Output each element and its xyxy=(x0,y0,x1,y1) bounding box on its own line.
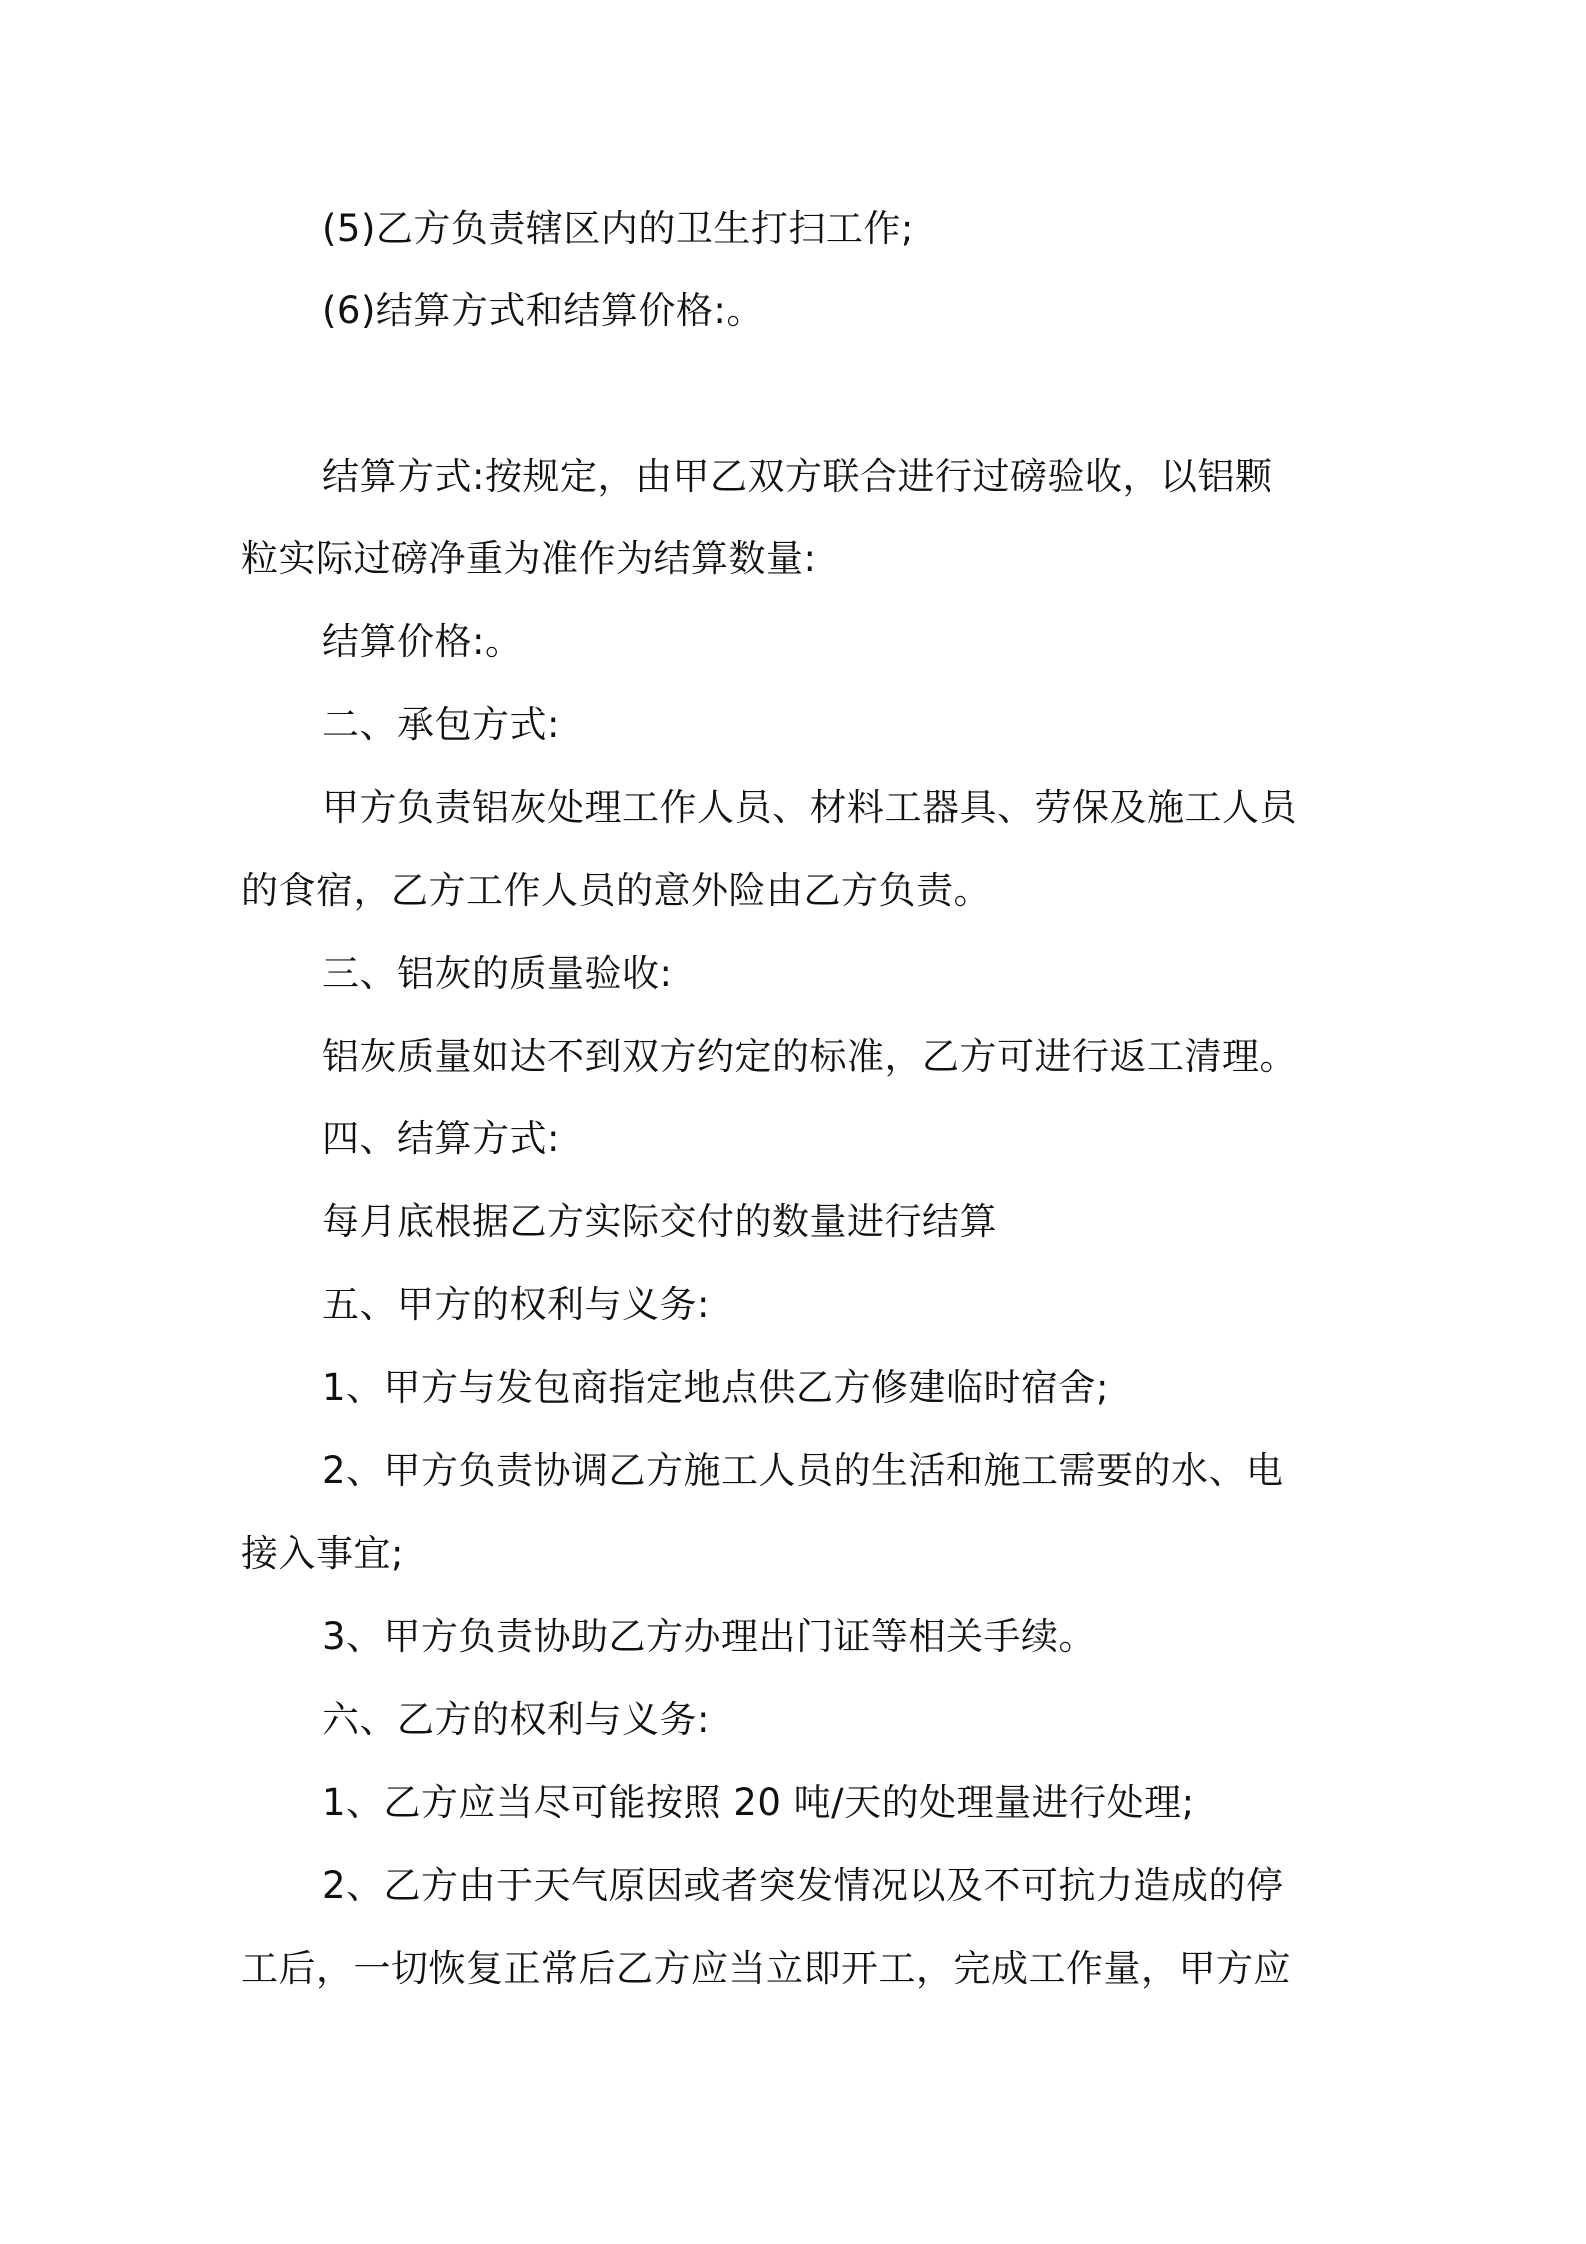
section-5-item-1: 1、甲方与发包商指定地点供乙方修建临时宿舍; xyxy=(322,1366,1110,1409)
section-5-item-2-cont: 接入事宜; xyxy=(241,1532,404,1575)
clause-6-text: (6)结算方式和结算价格:。 xyxy=(322,289,764,332)
section-2-text-cont: 的食宿，乙方工作人员的意外险由乙方负责。 xyxy=(241,869,991,912)
section-3-text: 铝灰质量如达不到双方约定的标准，乙方可进行返工清理。 xyxy=(322,1035,1297,1078)
section-heading-2: 二、承包方式: xyxy=(322,703,560,746)
section-6-item-2: 2、乙方由于天气原因或者突发情况以及不可抗力造成的停 xyxy=(322,1864,1284,1907)
section-2-text: 甲方负责铝灰处理工作人员、材料工器具、劳保及施工人员 xyxy=(322,786,1297,829)
section-heading-5: 五、甲方的权利与义务: xyxy=(322,1283,710,1326)
section-6-item-1: 1、乙方应当尽可能按照 20 吨/天的处理量进行处理; xyxy=(322,1781,1195,1824)
section-heading-3: 三、铝灰的质量验收: xyxy=(322,952,673,995)
settlement-price-text: 结算价格:。 xyxy=(322,620,523,663)
section-4-text: 每月底根据乙方实际交付的数量进行结算 xyxy=(322,1200,997,1243)
section-6-item-2-cont: 工后，一切恢复正常后乙方应当立即开工，完成工作量，甲方应 xyxy=(241,1947,1291,1990)
settlement-method-text: 结算方式:按规定，由甲乙双方联合进行过磅验收，以铝颗 xyxy=(322,455,1273,498)
clause-5-text: (5)乙方负责辖区内的卫生打扫工作; xyxy=(322,207,914,250)
section-5-item-3: 3、甲方负责协助乙方办理出门证等相关手续。 xyxy=(322,1615,1097,1658)
section-heading-4: 四、结算方式: xyxy=(322,1117,560,1160)
section-heading-6: 六、乙方的权利与义务: xyxy=(322,1698,710,1741)
settlement-method-text-cont: 粒实际过磅净重为准作为结算数量: xyxy=(241,537,817,580)
section-5-item-2: 2、甲方负责协调乙方施工人员的生活和施工需要的水、电 xyxy=(322,1449,1284,1492)
